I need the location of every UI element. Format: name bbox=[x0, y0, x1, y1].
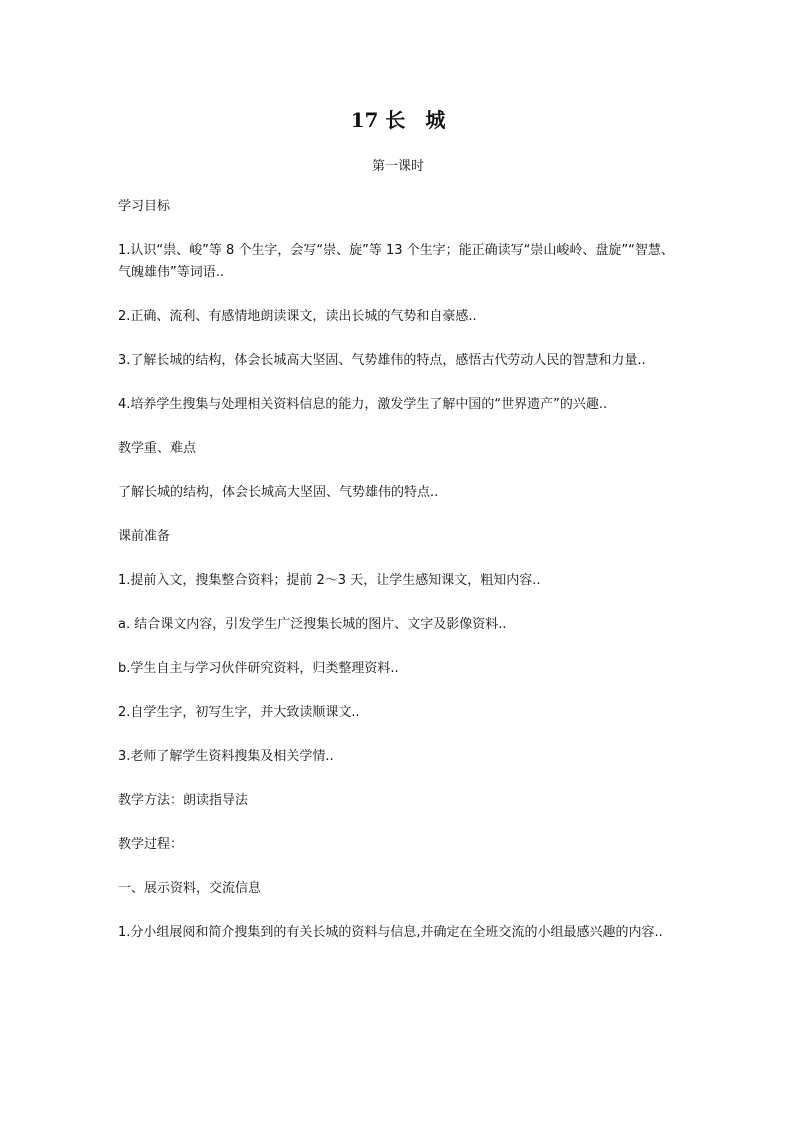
preparation-heading: 课前准备 bbox=[118, 529, 171, 544]
prep-item-2: 2.自学生字，初写生字，并大致读顺课文.. bbox=[118, 705, 360, 720]
prep-item-1: 1.提前入文，搜集整合资料；提前 2～3 天，让学生感知课文，粗知内容.. bbox=[118, 573, 541, 588]
step1-heading: 一、展示资料，交流信息 bbox=[118, 881, 262, 896]
key-points-text: 了解长城的结构，体会长城高大坚固、气势雄伟的特点.. bbox=[118, 485, 439, 500]
goal-item-3: 3.了解长城的结构，体会长城高大坚固、气势雄伟的特点，感悟古代劳动人民的智慧和力量.. bbox=[118, 353, 646, 368]
lesson-subtitle: 第一课时 bbox=[371, 159, 424, 174]
step1-item-1: 1.分小组展阅和简介搜集到的有关长城的资料与信息,并确定在全班交流的小组最感兴趣的内容.. bbox=[118, 925, 663, 940]
prep-item-3: 3.老师了解学生资料搜集及相关学情.. bbox=[118, 749, 334, 764]
goals-heading: 学习目标 bbox=[118, 199, 171, 214]
goal-item-4: 4.培养学生搜集与处理相关资料信息的能力，激发学生了解中国的“世界遗产”的兴趣.. bbox=[118, 397, 608, 412]
document-page bbox=[118, 100, 678, 944]
prep-item-b: b.学生自主与学习伙伴研究资料，归类整理资料.. bbox=[118, 661, 399, 676]
key-points-heading: 教学重、难点 bbox=[118, 441, 197, 456]
prep-item-a: a. 结合课文内容，引发学生广泛搜集长城的图片、文字及影像资料.. bbox=[118, 617, 507, 632]
page-title: 17 长 城 bbox=[350, 108, 446, 132]
teaching-method: 教学方法：朗读指导法 bbox=[118, 793, 249, 808]
goal-item-2: 2.正确、流利、有感情地朗读课文，读出长城的气势和自豪感.. bbox=[118, 309, 477, 324]
process-heading: 教学过程： bbox=[118, 837, 184, 852]
goal-item-1: 1.认识“祟、峻”等 8 个生字，会写“崇、旋”等 13 个生字；能正确读写“崇山峻岭、盘旋”“智慧、气魄雄伟”等词语.. bbox=[118, 243, 674, 280]
